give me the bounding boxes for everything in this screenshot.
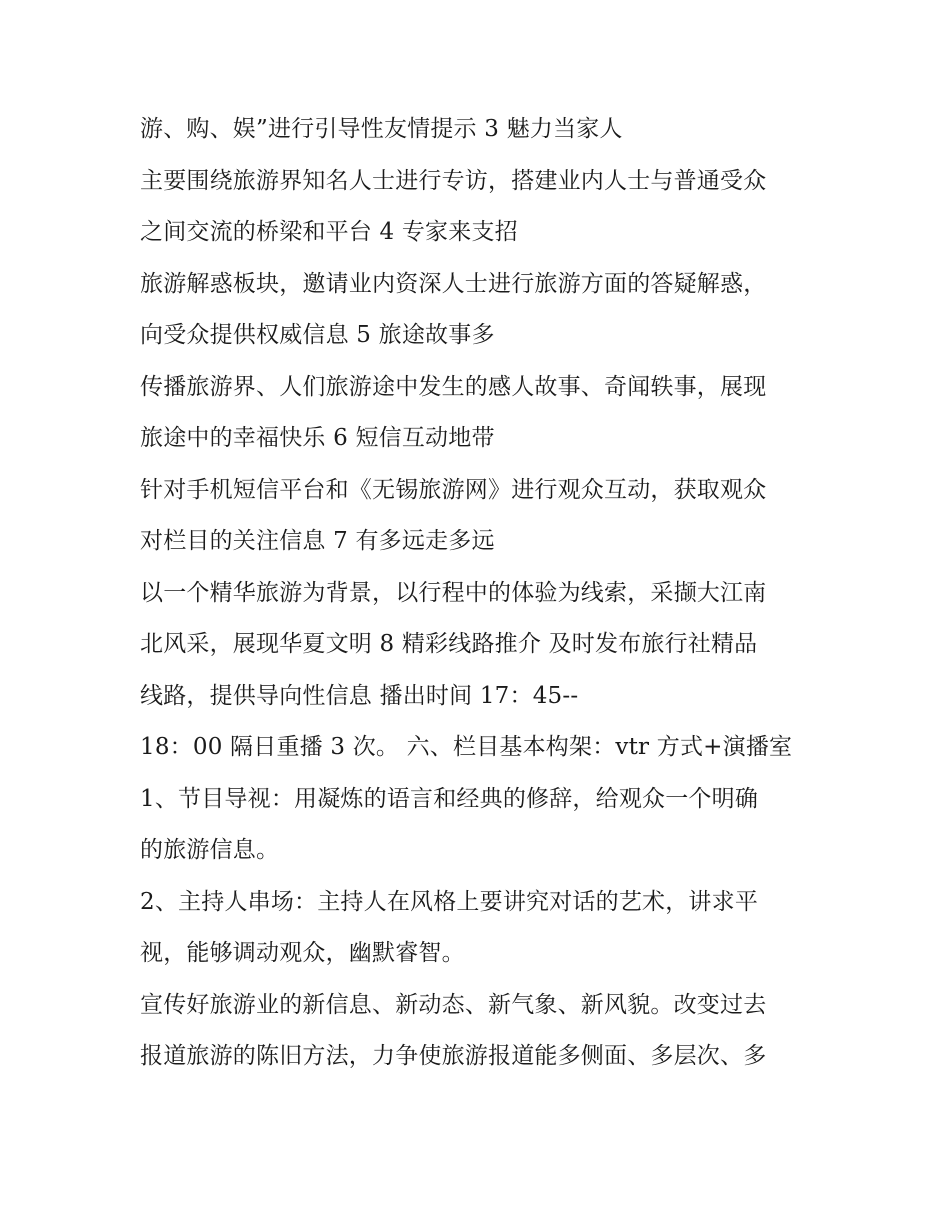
body-text — [140, 107, 830, 1086]
text-line: 1、节目导视：用凝炼的语言和经典的修辞，给观众一个明确 — [140, 785, 759, 812]
text-line: 以一个精华旅游为背景，以行程中的体验为线索，采撷大江南 — [140, 579, 767, 606]
text-line: 视，能够调动观众，幽默睿智。 — [140, 940, 465, 966]
text-line: 主要围绕旅游界知名人士进行专访，搭建业内人士与普通受众 — [140, 167, 767, 194]
text-line: 宣传好旅游业的新信息、新动态、新气象、新风貌。改变过去 — [140, 991, 767, 1018]
text-line: 传播旅游界、人们旅游途中发生的感人故事、奇闻轶事，展现 — [140, 373, 767, 400]
text-line: 向受众提供权威信息 5 旅途故事多 — [140, 322, 495, 348]
text-line: 18：00 隔日重播 3 次。 六、栏目基本构架：vtr 方式+演播室 — [140, 734, 793, 760]
text-line: 之间交流的桥梁和平台 4 专家来支招 — [140, 219, 518, 245]
text-line: 旅游解惑板块，邀请业内资深人士进行旅游方面的答疑解惑， — [140, 270, 767, 297]
text-line: 2、主持人串场：主持人在风格上要讲究对话的艺术，讲求平 — [140, 888, 759, 915]
text-line: 报道旅游的陈旧方法，力争使旅游报道能多侧面、多层次、多 — [140, 1043, 767, 1069]
text-line: 北风采，展现华夏文明 8 精彩线路推介 及时发布旅行社精品 — [140, 631, 758, 657]
text-line: 对栏目的关注信息 7 有多远走多远 — [140, 528, 495, 554]
text-line: 针对手机短信平台和《无锡旅游网》进行观众互动，获取观众 — [140, 476, 767, 503]
text-line: 游、购、娱”进行引导性友情提示 3 魅力当家人 — [140, 116, 623, 142]
text-line: 的旅游信息。 — [140, 837, 280, 863]
text-line: 线路，提供导向性信息 播出时间 17：45-- — [140, 682, 579, 709]
text-line: 旅途中的幸福快乐 6 短信互动地带 — [140, 425, 495, 451]
